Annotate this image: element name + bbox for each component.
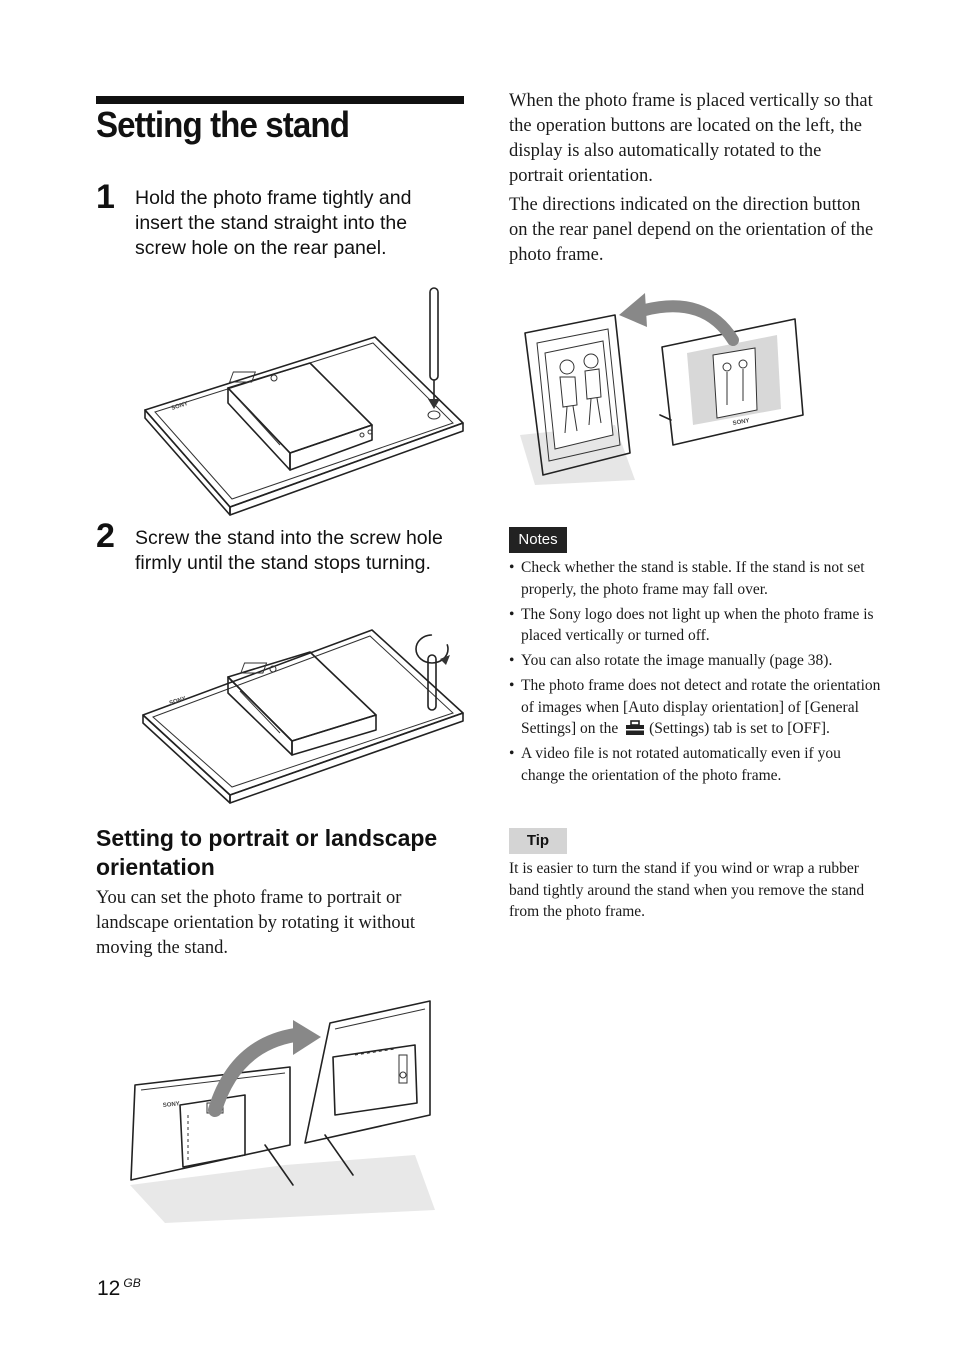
paragraph-2: The directions indicated on the direction button on the rear panel depend on the orientation of the photo frame. [509, 195, 874, 265]
illustration-screw-stand [140, 615, 470, 815]
step-2-text: Screw the stand into the screw hole firmly until the stand stops turning. [135, 527, 443, 574]
settings-toolbox-icon [625, 720, 645, 736]
paragraph-1: When the photo frame is placed vertically so that the operation buttons are located on the left, the display is also automatically rotated to the portrait orientation. [509, 91, 873, 186]
tip-label: Tip [509, 828, 567, 854]
sony-logo-2: SONY [168, 695, 187, 707]
note-1: • Check whether the stand is stable. If the stand is not set properly, the photo frame may fall over. [509, 557, 884, 600]
tip-text: It is easier to turn the stand if you wind or wrap a rubber band tightly around the stand when you remove the stand from the photo frame. [509, 860, 865, 920]
page-number-value: 12 [97, 1277, 121, 1300]
section-body: You can set the photo frame to portrait or landscape orientation by rotating it without moving the stand. [96, 888, 416, 958]
note-4-suffix: (Settings) tab is set to [OFF]. [649, 720, 830, 737]
sony-logo-4: SONY [732, 418, 751, 427]
illustration-rotate-frame [125, 995, 445, 1225]
curved-arrow-icon-2 [619, 293, 733, 340]
note-4 [509, 675, 884, 740]
sony-logo-3: SONY [162, 1101, 181, 1109]
section-heading: Setting to portrait or landscape orientation [96, 825, 438, 880]
note-2: • The Sony logo does not light up when the photo frame is placed vertically or turned off. [509, 604, 884, 647]
step-2-number: 2 [96, 517, 115, 555]
region-code: GB [123, 1276, 141, 1290]
illustration-display-rotation [515, 285, 815, 485]
note-4-text: The photo frame does not detect and rotate the orientation of images when [Auto display orientation] of [General Settings] on the [521, 677, 881, 737]
illustration-insert-stand [140, 285, 470, 515]
notes-list [509, 557, 884, 790]
note-5: • A video file is not rotated automatically even if you change the orientation of the photo frame. [509, 743, 884, 786]
sony-logo: SONY [170, 400, 189, 412]
notes-label: Notes [509, 527, 567, 553]
title-rule [96, 96, 464, 104]
page-number [97, 1276, 141, 1301]
step-1-number: 1 [96, 178, 115, 216]
step-1-text: Hold the photo frame tightly and insert the stand straight into the screw hole on the rear panel. [135, 187, 412, 259]
page-title: Setting the stand [96, 104, 350, 145]
rotate-arrow-icon [416, 635, 450, 665]
note-3: • You can also rotate the image manually (page 38). [509, 650, 884, 672]
insert-arrow-icon [428, 380, 440, 409]
